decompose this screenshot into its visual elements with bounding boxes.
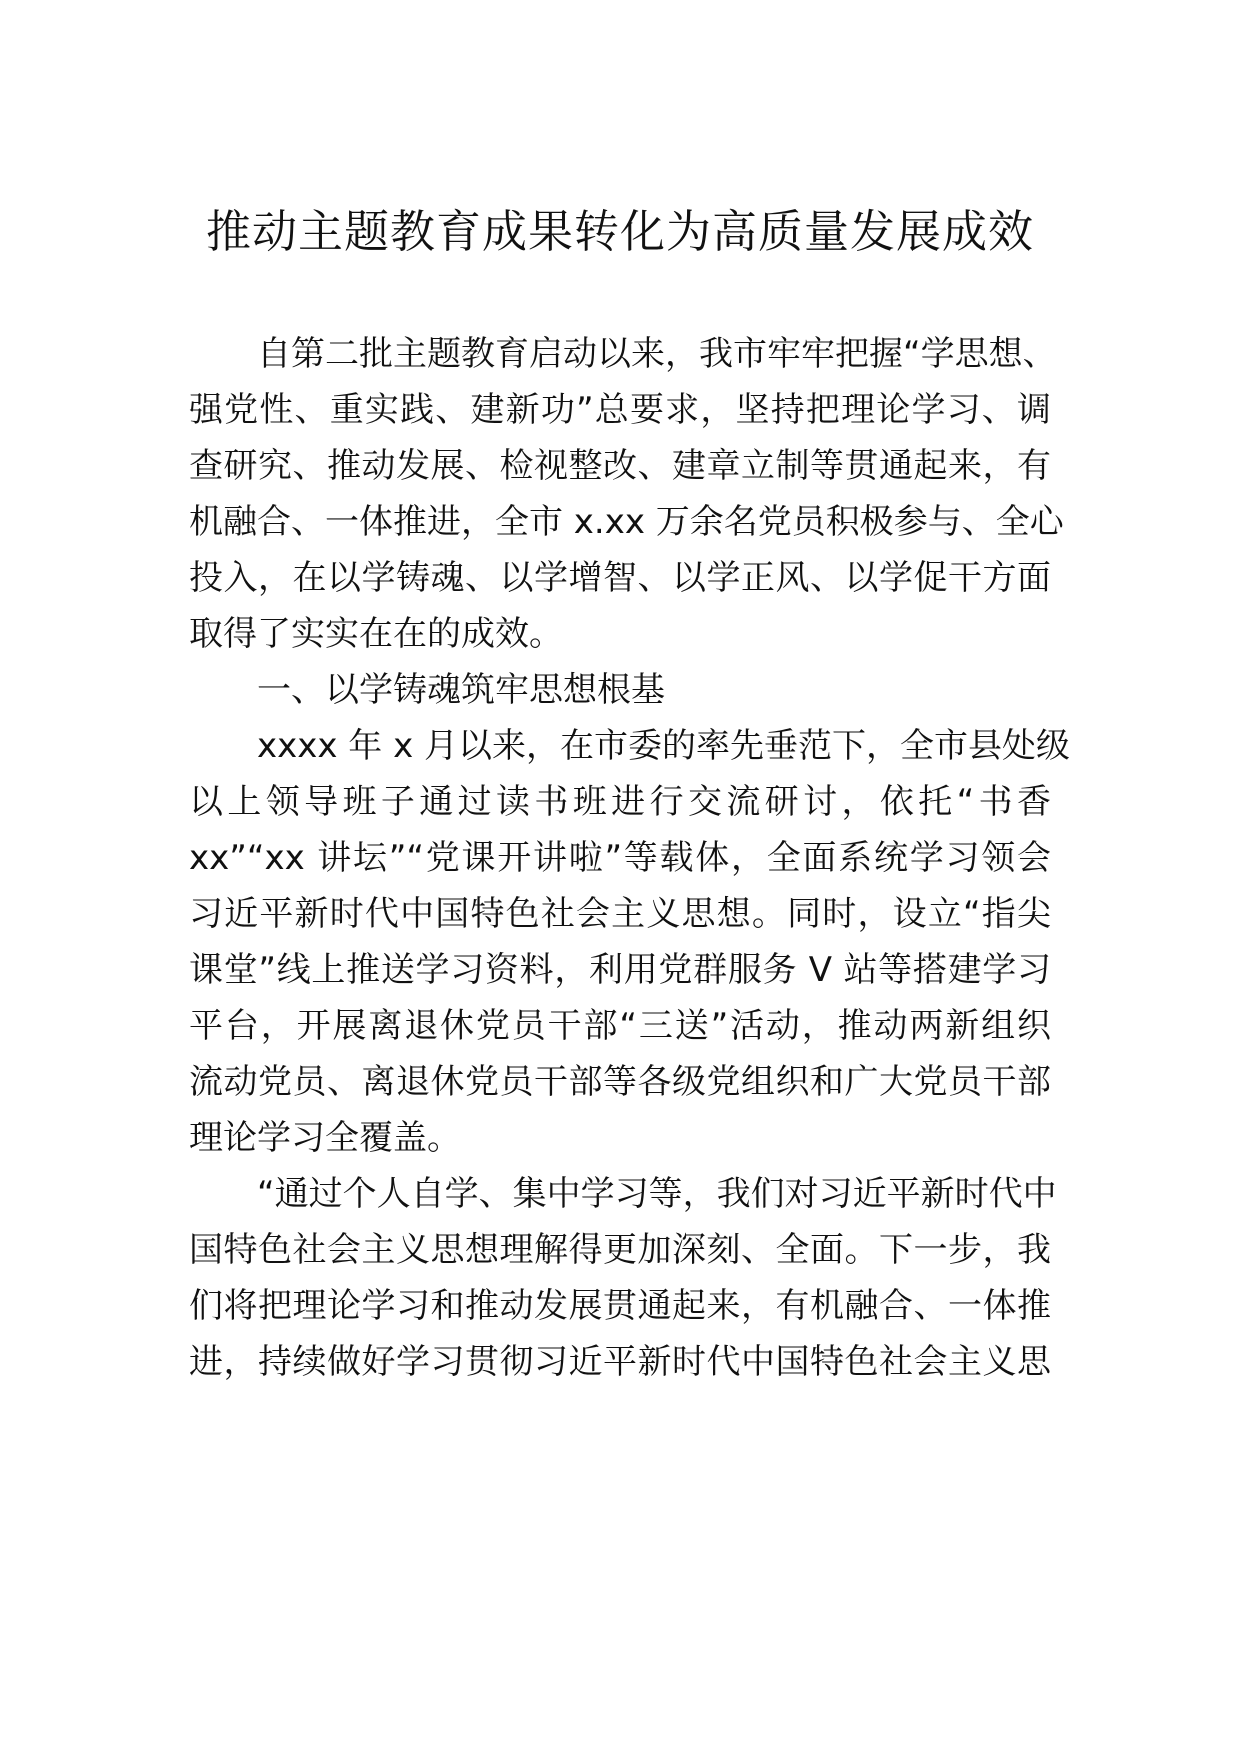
- paragraph-line: 理论学习全覆盖。: [189, 1118, 461, 1158]
- paragraph-line: 机融合、一体推进，全市 x.xx 万余名党员积极参与、全心: [189, 502, 1064, 542]
- section-heading: 一、以学铸魂筑牢思想根基: [257, 670, 665, 710]
- paragraph-line: 查研究、推动发展、检视整改、建章立制等贯通起来，有: [189, 446, 1051, 486]
- paragraph-line: xxxx 年 x 月以来，在市委的率先垂范下，全市县处级: [257, 726, 1071, 766]
- paragraph-line: 课堂”线上推送学习资料，利用党群服务 V 站等搭建学习: [189, 950, 1051, 990]
- paragraph-line: xx”“xx 讲坛”“党课开讲啦”等载体，全面系统学习领会: [189, 838, 1051, 878]
- paragraph-line: “通过个人自学、集中学习等，我们对习近平新时代中: [257, 1174, 1057, 1214]
- paragraph-line: 流动党员、离退休党员干部等各级党组织和广大党员干部: [189, 1062, 1051, 1102]
- paragraph-line: 平台，开展离退休党员干部“三送”活动，推动两新组织: [189, 1006, 1051, 1046]
- paragraph-line: 自第二批主题教育启动以来，我市牢牢把握“学思想、: [257, 334, 1057, 374]
- paragraph-line: 们将把理论学习和推动发展贯通起来，有机融合、一体推: [189, 1286, 1051, 1326]
- paragraph-line: 习近平新时代中国特色社会主义思想。同时，设立“指尖: [189, 894, 1051, 934]
- paragraph-line: 投入，在以学铸魂、以学增智、以学正风、以学促干方面: [189, 558, 1051, 598]
- paragraph-line: 以上领导班子通过读书班进行交流研讨，依托“书香: [189, 782, 1051, 822]
- paragraph-line: 取得了实实在在的成效。: [189, 614, 563, 654]
- paragraph-line: 强党性、重实践、建新功”总要求，坚持把理论学习、调: [189, 390, 1051, 430]
- document-title: 推动主题教育成果转化为高质量发展成效: [205, 205, 1034, 258]
- paragraph-line: 国特色社会主义思想理解得更加深刻、全面。下一步，我: [189, 1230, 1051, 1270]
- paragraph-line: 进，持续做好学习贯彻习近平新时代中国特色社会主义思: [189, 1342, 1051, 1382]
